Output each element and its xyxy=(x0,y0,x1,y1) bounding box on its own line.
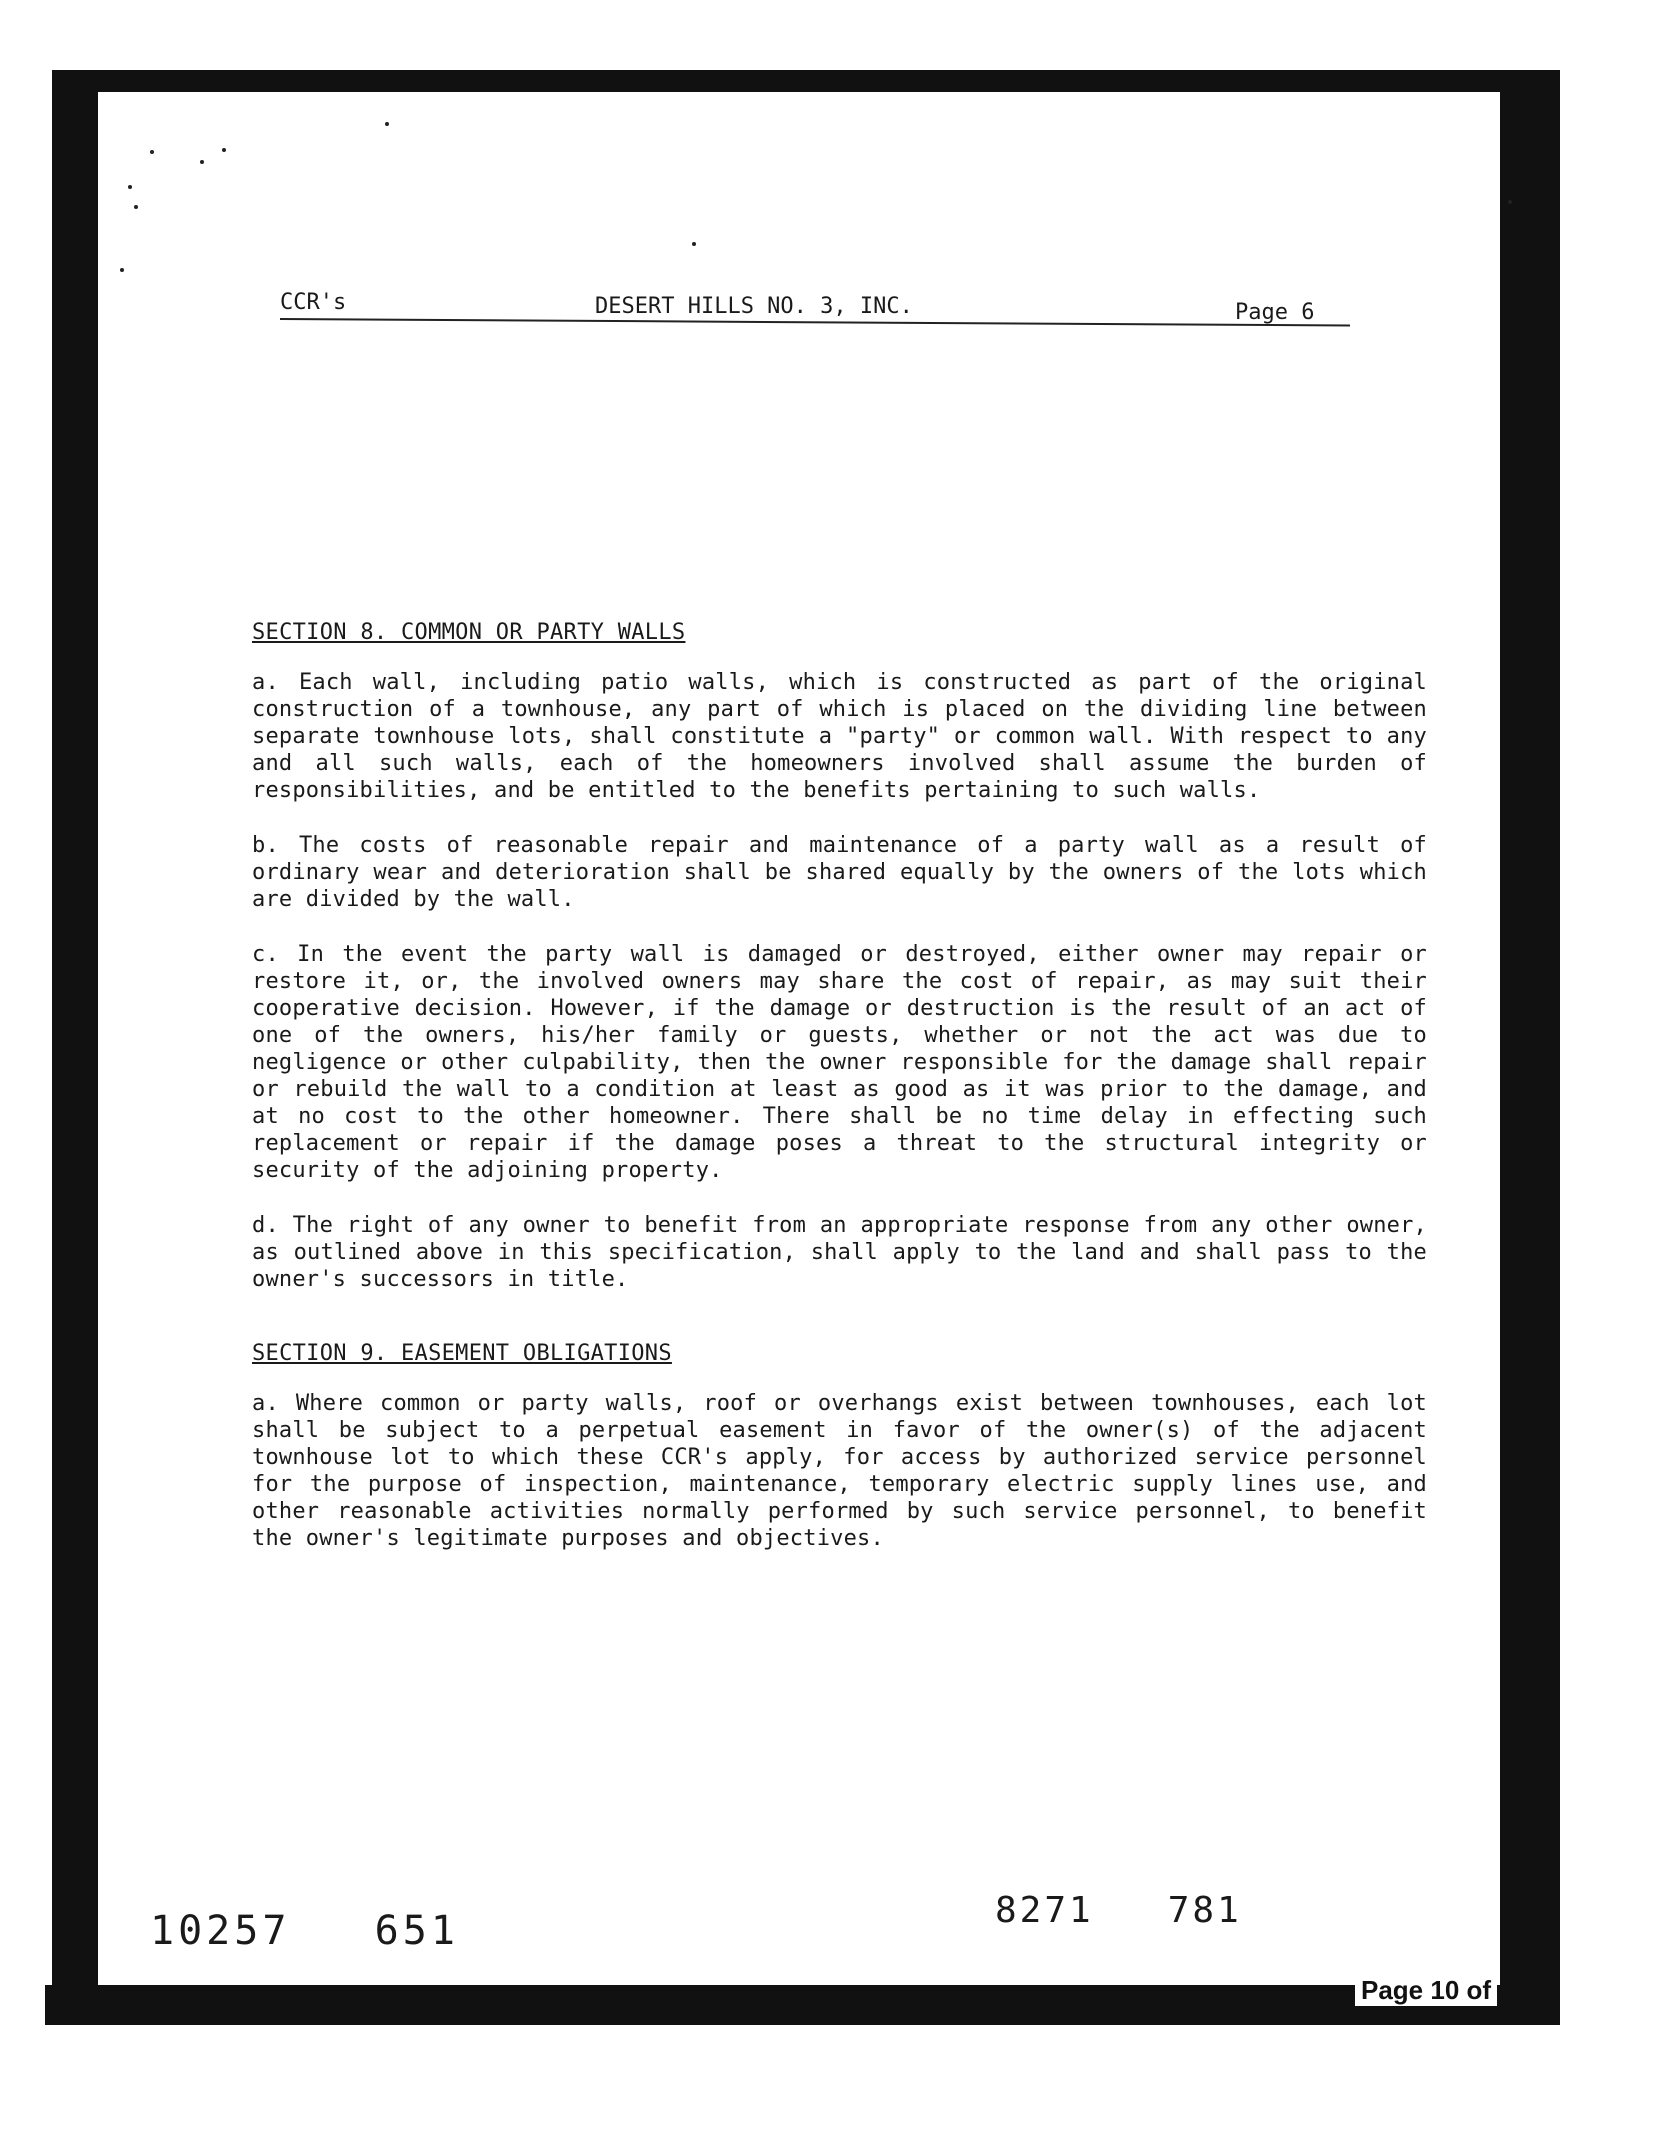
recording-number-left: 10257 651 xyxy=(150,1908,459,1954)
section-title: SECTION 8. COMMON OR PARTY WALLS xyxy=(252,620,686,645)
scan-speck xyxy=(150,150,154,154)
section-9 xyxy=(252,1341,1427,1552)
paragraph: c. In the event the party wall is damaged or destroyed, either owner may repair or restore it, or, the involved owners may share the cost of repair, as may suit their cooperative decision. However, if the damage or destruction is the result of an act of one of the owners, his/her family or guests, whether or not the act was due to negligence or other culpability, then the owner responsible for the damage shall repair or rebuild the wall to a condition at least as good as it was prior to the damage, and at no cost to the other homeowner. There shall be no time delay in effecting such replacement or repair if the damage poses a threat to the structural integrity or security of the adjoining property. xyxy=(252,942,1427,1183)
scan-speck xyxy=(692,242,696,246)
scan-border-right xyxy=(1500,70,1560,1990)
scan-border-top xyxy=(52,70,1560,92)
section-title: SECTION 9. EASEMENT OBLIGATIONS xyxy=(252,1341,672,1366)
header-title: DESERT HILLS NO. 3, INC. xyxy=(595,294,913,319)
section-gap xyxy=(252,1321,1427,1341)
scan-speck xyxy=(385,122,389,126)
paragraph: b. The costs of reasonable repair and maintenance of a party wall as a result of ordinary wear and deterioration shall be shared equally by the owners of the lots which are divided by the wall. xyxy=(252,833,1427,912)
scan-border-left xyxy=(52,70,98,2000)
page-stamp: Page 10 of xyxy=(1355,1975,1497,2006)
header-page-number: Page 6 xyxy=(1235,300,1315,325)
page-header xyxy=(280,290,1350,330)
scan-speck xyxy=(222,148,226,152)
scan-border-bottom xyxy=(45,1985,1560,2025)
scan-speck xyxy=(200,160,204,164)
document-body xyxy=(252,620,1427,1580)
header-left: CCR's xyxy=(280,290,347,315)
scan-speck xyxy=(1508,200,1512,204)
paragraph: a. Each wall, including patio walls, which is constructed as part of the original construction of a townhouse, any part of which is placed on the dividing line between separate townhouse lots, shall constitute a "party" or common wall. With respect to any and all such walls, each of the homeowners involved shall assume the burden of responsibilities, and be entitled to the benefits pertaining to such walls. xyxy=(252,670,1427,803)
scan-speck xyxy=(134,205,138,209)
paragraph: a. Where common or party walls, roof or overhangs exist between townhouses, each lot shall be subject to a perpetual easement in favor of the owner(s) of the adjacent townhouse lot to which these CCR's apply, for access by authorized service personnel for the purpose of inspection, maintenance, temporary electric supply lines use, and other reasonable activities normally performed by such service personnel, to benefit the owner's legitimate purposes and objectives. xyxy=(252,1391,1427,1551)
recording-number-right: 8271 781 xyxy=(995,1890,1242,1931)
section-8 xyxy=(252,620,1427,1293)
paragraph: d. The right of any owner to benefit from an appropriate response from any other owner, as outlined above in this specification, shall apply to the land and shall pass to the owner's successors in title. xyxy=(252,1213,1427,1292)
scan-speck xyxy=(120,268,124,272)
scan-speck xyxy=(128,185,132,189)
header-rule xyxy=(280,318,1350,327)
